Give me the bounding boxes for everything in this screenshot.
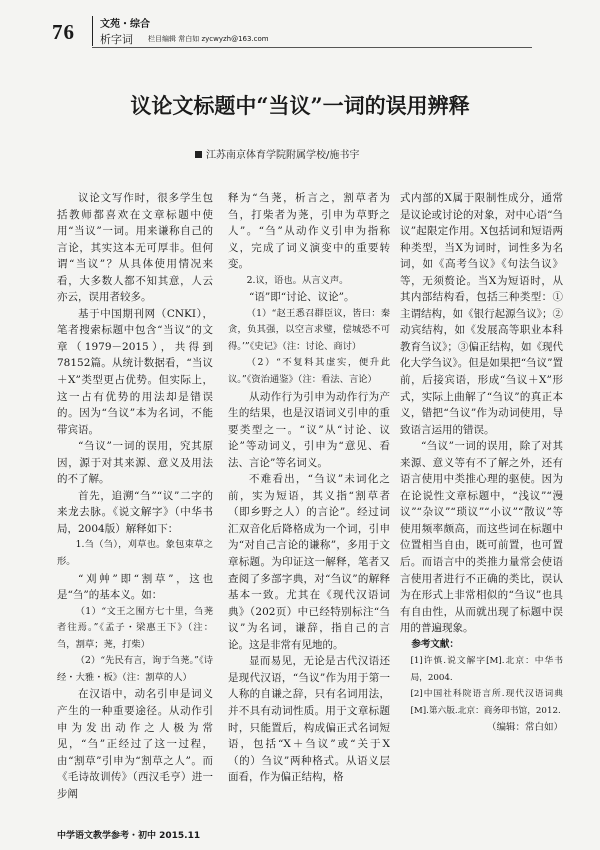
- paragraph: 从动作行为引申为动作行为产生的结果，也是汉语词义引申的重要类型之一。“议”从“讨论、议论”等动词义，引申为“意见、看法、言论”等名词义。: [228, 390, 390, 469]
- references-heading: 参考文献：: [411, 638, 459, 650]
- paragraph: “刍议”一词的误用，除了对其来源、意义等有不了解之外，还有语言使用中类推心理的驱使。因为在论说性文章标题中，“浅议”“漫议”“杂议”“琐议”“小议”“散议”等使用频率颇高，而这些词在标题中位置相当自由，既可前置，也可置后。而语言中的类推力量常会使语言使用者进行不正确的类比，误认为在形式上非常相似的“刍议”也具有自由性，从而就出现了标题中误用的普遍现象。: [400, 440, 563, 635]
- body-column-1: [57, 190, 213, 802]
- paragraph: 式内部的X属于限制性成分，通常是议论或讨论的对象，对中心语“刍议”起限定作用。X包括词和短语两种类型，当X为词时，词性多为名词，如《高考刍议》《句法刍议》等，无须赘论。当X为短语时，从其内部结构看，包括三种类型：①主谓结构，如《银行起源刍议》；②动宾结构，如《发展高等职业本科教育刍议》；③偏正结构，如《现代化大学刍议》。但是如果把“刍议”置前，后接宾语，形成“刍议＋X”形式，实际上曲解了“刍议”的真正本义，错把“刍议”作为动词使用，导致语言运用的错误。: [400, 192, 563, 436]
- paragraph: “语”即“讨论、议论”。: [249, 291, 355, 304]
- body-column-3: [400, 190, 563, 736]
- body-column-2: [228, 190, 390, 786]
- paragraph: 首先，追溯“刍”“议”二字的来龙去脉。《说文解字》（中华书局，2004版）解释如下：: [57, 489, 213, 535]
- reference-item: [2]中国社科院语言所.现代汉语词典[M].第六版.北京：商务印书馆，2012.: [410, 689, 563, 716]
- quotation: （2）“先民有言，询于刍荛。”《诗经・大雅・板》（注：割草的人）: [57, 655, 213, 683]
- quotation: （2）“不复料其虚实，便升此议。”《资治通鉴》（注：看法、言论）: [228, 357, 390, 386]
- section-name: 文苑・综合: [100, 19, 150, 30]
- paragraph: 显而易见，无论是古代汉语还是现代汉语，“刍议”作为用于第一人称的自谦之辞，只有名词用法，并不具有动词性质。用于文章标题时，只能置后，构成偏正式名词短语，包括“X＋刍议”或“关于X（的）刍议”两种格式。从语义层面看，作为偏正结构，格: [228, 655, 390, 784]
- reference-item: [1]许慎.说文解字[M].北京：中华书局，2004.: [410, 656, 563, 683]
- author-line: [195, 146, 359, 161]
- paragraph: 基于中国期刊网（CNKI），笔者搜索标题中包含“当议”的文章（1979－2015），共得到78152篇。从统计数据看，“当议＋X”类型更占优势。但实际上，这一占有优势的用法却是错误的。因为“刍议”本为名词，不能带宾语。: [57, 307, 213, 436]
- paragraph: “刍议”一词的误用，究其原因，源于对其来源、意义及用法的不了解。: [57, 440, 213, 486]
- editor-note: （编辑：常白如）: [486, 721, 563, 733]
- header-divider: [92, 16, 93, 46]
- page-number: 76: [52, 20, 75, 44]
- paragraph: “刈艸”即“割草”，这也是“刍”的基本义。如：: [57, 572, 213, 602]
- paragraph: 释为“刍荛，析言之，割草者为刍，打柴者为荛，引申为草野之人”。“刍”从动作义引申为指称义，完成了词义演变中的重要转变。: [228, 192, 390, 271]
- header-underline: [92, 47, 532, 48]
- quotation: 1.刍（刍），刈草也。象包束草之形。: [57, 539, 213, 568]
- quotation: （1）“文王之囿方七十里，刍荛者往焉。”《孟子・梁惠王下》（注：刍，割草；荛，打柴）: [57, 605, 213, 650]
- paragraph: 不难看出，“刍议”未词化之前，实为短语，其义指“割草者（即乡野之人）的言论”。经过词汇双音化后降格成为一个词，引申为“对自己言论的谦称”，多用于文章标题。为印证这一解释，笔者又查阅了多部字典，对“刍议”的解释基本一致。尤其在《现代汉语词典》（202页）中已经特别标注“刍议”为名词，谦辞，指自己的言论。这是非常有见地的。: [228, 473, 390, 651]
- article-title: 议论文标题中“当议”一词的误用辨释: [130, 93, 470, 118]
- journal-footer: 中学语文教学参考・初中 2015.11: [57, 831, 201, 841]
- paragraph: 议论文写作时，很多学生包括教师都喜欢在文章标题中使用“当议”一词。用来谦称自己的言论，其实这本无可厚非。但何谓“当议”？从具体使用情况来看，大多数人都不知其意，人云亦云，误用者较多。: [57, 192, 213, 304]
- column-name: 析字词: [100, 33, 133, 46]
- author-name: 江苏南京体育学院附属学校/施书宇: [206, 150, 360, 161]
- quotation: 2.议，语也。从言义声。: [246, 274, 349, 286]
- editor-line: 栏目编辑 常白如 zycwyzh@163.com: [148, 35, 269, 43]
- quotation: （1）“赵王悉召群臣议，皆曰：秦贪，负其强，以空言求璧，偿城恐不可得。’”《史记》（注：讨论、商讨）: [228, 307, 390, 352]
- square-bullet-icon: [195, 151, 202, 158]
- paragraph: 在汉语中，动名引申是词义产生的一种重要途径。从动作引申为发出动作之人极为常见，“刍”正经过了这一过程，由“割草”引申为“割草之人”。而《毛诗故训传》（西汉毛亨）进一步阐: [57, 688, 213, 800]
